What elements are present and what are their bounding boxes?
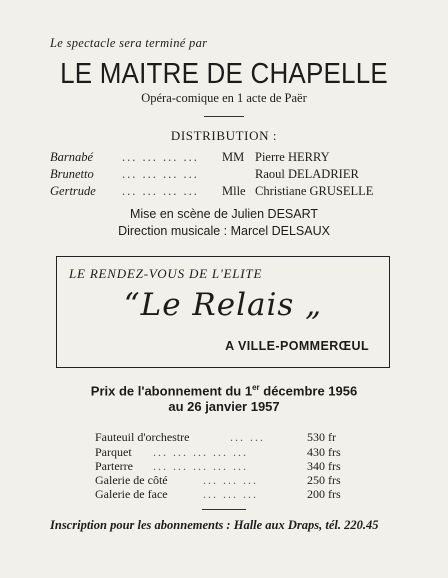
divider-top bbox=[204, 116, 244, 117]
leader-dots: ... ... ... ... ... bbox=[153, 459, 248, 473]
cast-title: MM bbox=[222, 150, 245, 164]
cast-role: Brunetto bbox=[50, 167, 94, 181]
seat-name: Galerie de face bbox=[95, 487, 168, 501]
price-row bbox=[95, 445, 355, 459]
cast-actor: Raoul DELADRIER bbox=[255, 167, 359, 181]
cast-role: Gertrude bbox=[50, 184, 96, 198]
music-credit: Direction musicale : Marcel DELSAUX bbox=[118, 224, 330, 238]
leader-dots: ... ... ... ... bbox=[122, 167, 199, 181]
cast-row bbox=[50, 184, 390, 200]
cast-actor: Pierre HERRY bbox=[255, 150, 330, 164]
leader-dots: ... ... ... bbox=[203, 473, 258, 487]
intro-text: Le spectacle sera terminé par bbox=[50, 36, 208, 50]
ad-tagline: LE RENDEZ-VOUS DE L'ELITE bbox=[69, 266, 263, 281]
distribution-heading: DISTRIBUTION : bbox=[170, 128, 278, 143]
opera-subtitle: Opéra-comique en 1 acte de Paër bbox=[141, 91, 307, 105]
cast-title: Mlle bbox=[222, 184, 246, 198]
pricing-title-pre: Prix de l'abonnement du 1 bbox=[90, 383, 253, 399]
ad-brand-name: “Le Relais „ bbox=[123, 287, 323, 323]
seat-price: 340 frs bbox=[307, 459, 341, 473]
seat-name: Parterre bbox=[95, 459, 133, 473]
leader-dots: ... ... ... ... bbox=[122, 150, 199, 164]
seat-price: 250 frs bbox=[307, 473, 341, 487]
price-row bbox=[95, 473, 355, 487]
seat-price: 430 frs bbox=[307, 445, 341, 459]
cast-row bbox=[50, 167, 390, 183]
leader-dots: ... ... bbox=[230, 430, 265, 444]
pricing-title-post: décembre 1956 bbox=[259, 383, 358, 399]
leader-dots: ... ... ... bbox=[203, 487, 258, 501]
cast-role: Barnabé bbox=[50, 150, 94, 164]
leader-dots: ... ... ... ... bbox=[122, 184, 199, 198]
seat-price: 530 fr bbox=[307, 430, 336, 444]
price-row bbox=[95, 459, 355, 473]
cast-row bbox=[50, 150, 390, 166]
seat-name: Parquet bbox=[95, 445, 132, 459]
seat-name: Fauteuil d'orchestre bbox=[95, 430, 190, 444]
price-row bbox=[95, 430, 355, 444]
price-row bbox=[95, 487, 355, 501]
subscription-footer: Inscription pour les abonnements : Halle aux Draps, tél. 220.45 bbox=[50, 518, 379, 532]
advertisement-box bbox=[56, 256, 390, 368]
opera-title: LE MAITRE DE CHAPELLE bbox=[60, 56, 388, 90]
pricing-title-line2: au 26 janvier 1957 bbox=[168, 399, 280, 414]
cast-actor: Christiane GRUSELLE bbox=[255, 184, 374, 198]
ad-location: A VILLE-POMMERŒUL bbox=[225, 339, 369, 353]
leader-dots: ... ... ... ... ... bbox=[153, 445, 248, 459]
staging-credit: Mise en scène de Julien DESART bbox=[129, 207, 319, 221]
seat-price: 200 frs bbox=[307, 487, 341, 501]
seat-name: Galerie de côté bbox=[95, 473, 168, 487]
pricing-title-line1 bbox=[0, 383, 448, 398]
divider-bottom bbox=[202, 509, 246, 510]
pricing-title-sup: er bbox=[252, 383, 260, 392]
